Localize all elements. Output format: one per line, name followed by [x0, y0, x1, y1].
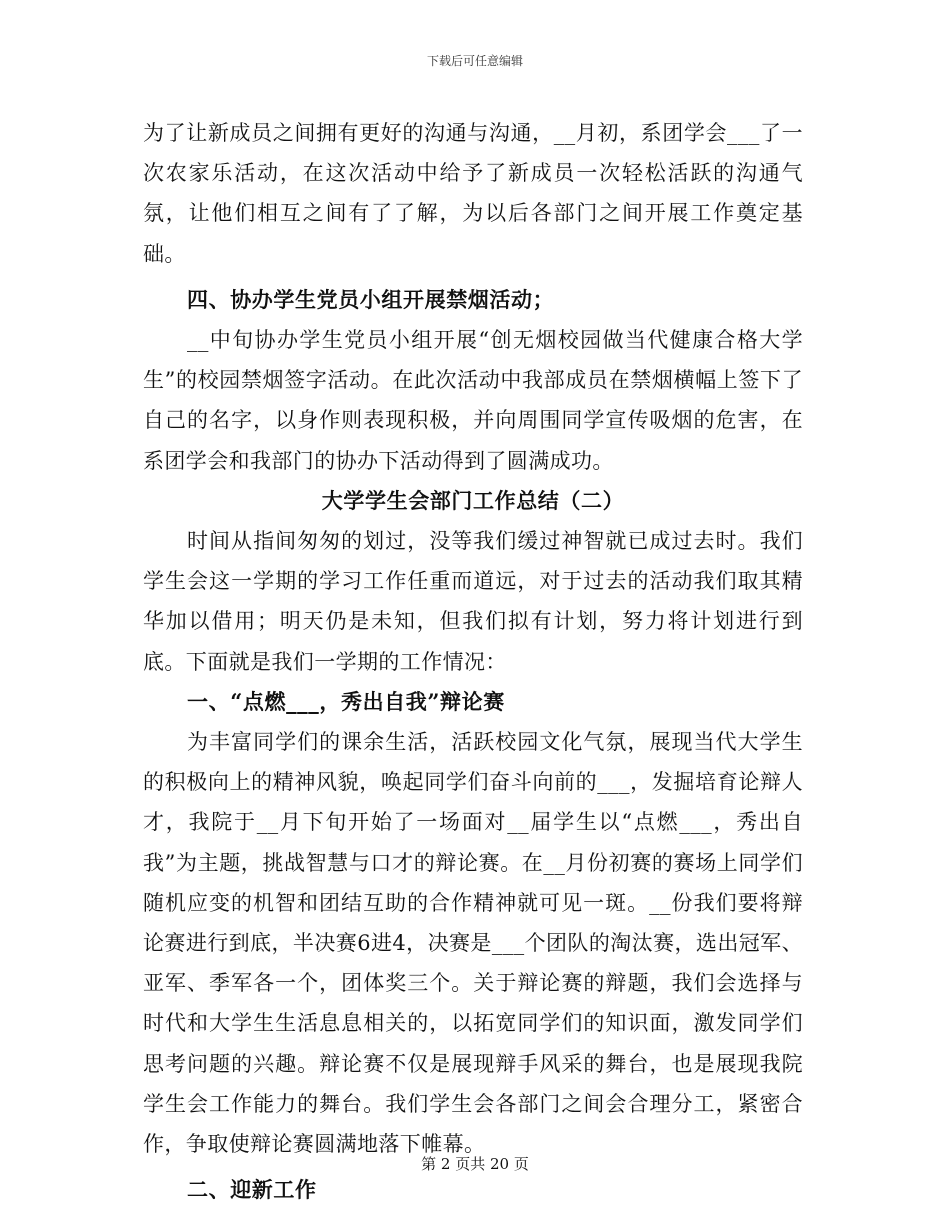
paragraph-intro: 时间从指间匆匆的划过，没等我们缓过神智就已成过去时。我们学生会这一学期的学习工作任重而道远，对于过去的活动我们取其精华加以借用；明天仍是未知，但我们拟有计划，努力将计划进行到底。下面就是我们一学期的工作情况： [143, 529, 803, 674]
document-body [143, 113, 803, 1210]
section-heading-debate: 一、“点燃___，秀出自我”辩论赛 [187, 688, 505, 714]
section-heading-welcome: 二、迎新工作 [187, 1177, 317, 1203]
header-note: 下载后可任意编辑 [426, 54, 523, 68]
page-footer: 第 2 页共 20 页 [421, 1155, 529, 1173]
paragraph-activity: 为了让新成员之间拥有更好的沟通与沟通，__月初，系团学会___了一次农家乐活动，在这次活动中给予了新成员一次轻松活跃的沟通气氛，让他们相互之间有了了解，为以后各部门之间开展工作奠定基础。 [143, 121, 803, 266]
section-heading-smoking: 四、协办学生党员小组开展禁烟活动； [187, 286, 555, 312]
paragraph-smoking: __中旬协办学生党员小组开展“创无烟校园做当代健康合格大学生”的校园禁烟签字活动。在此次活动中我部成员在禁烟横幅上签下了自己的名字，以身作则表现积极，并向周围同学宣传吸烟的危害，在系团学会和我部门的协办下活动得到了圆满成功。 [143, 328, 803, 473]
document-title: 大学学生会部门工作总结（二） [321, 487, 625, 513]
paragraph-debate: 为丰富同学们的课余生活，活跃校园文化气氛，展现当代大学生的积极向上的精神风貌，唤起同学们奋斗向前的___，发掘培育论辩人才，我院于__月下旬开始了一场面对__届学生以“点燃___，秀出自我”为主题，挑战智慧与口才的辩论赛。在__月份初赛的赛场上同学们随机应变的机智和团结互助的合作精神就可见一斑。__份我们要将辩论赛进行到底，半决赛6进4，决赛是___个团队的淘汰赛，选出冠军、亚军、季军各一个，团体奖三个。关于辩论赛的辩题，我们会选择与时代和大学生生活息息相关的，以拓宽同学们的知识面，激发同学们思考问题的兴趣。辩论赛不仅是展现辩手风采的舞台，也是展现我院学生会工作能力的舞台。我们学生会各部门之间会合理分工，紧密合作，争取使辩论赛圆满地落下帷幕。 [143, 730, 803, 1157]
